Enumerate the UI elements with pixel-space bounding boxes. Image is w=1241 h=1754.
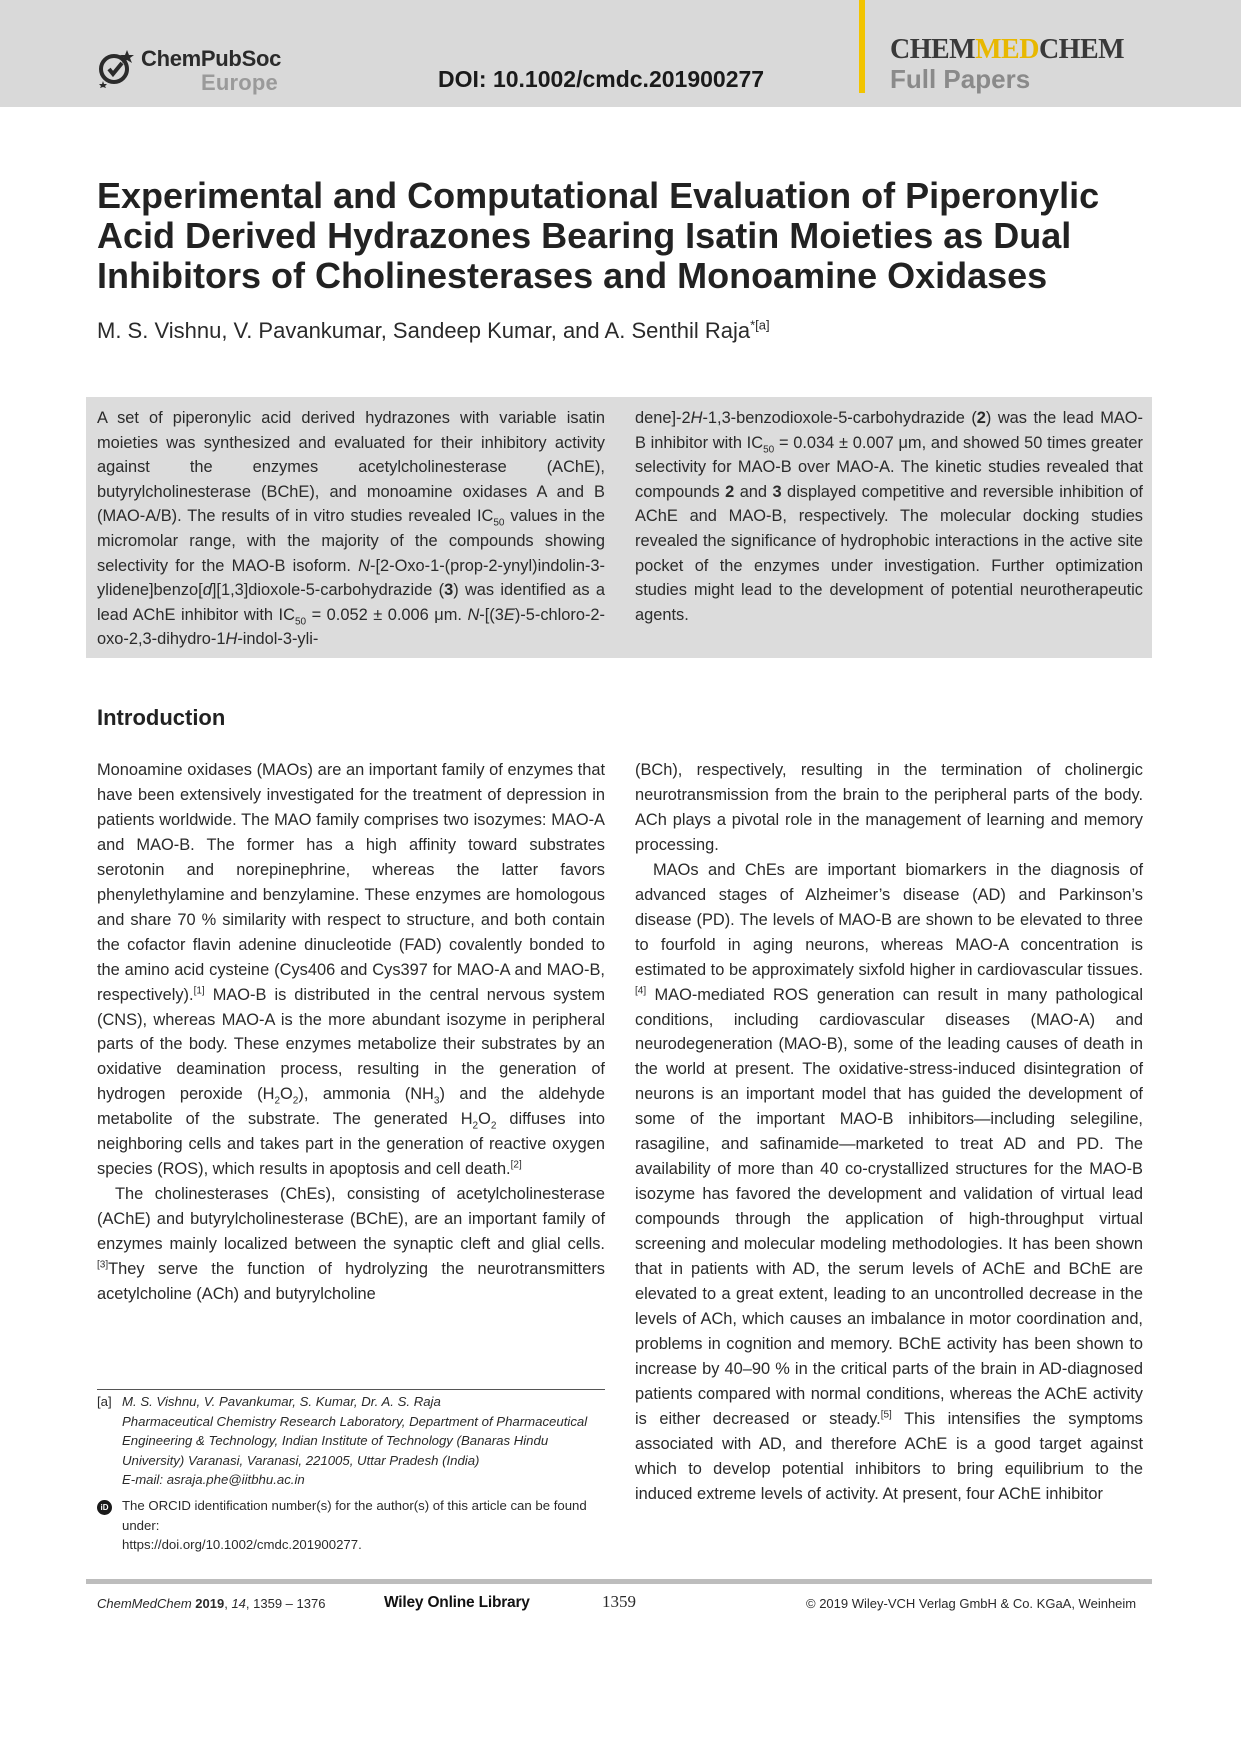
orcid-text: The ORCID identification number(s) for the author(s) of this article can be found under: [122,1498,587,1533]
body-paragraph: (BCh), respectively, resulting in the termination of cholinergic neurotransmission from the brain to the peripheral parts of the body. ACh plays a pivotal role in the management of learning and memory processing. [635,761,1143,854]
page-header [0,0,1241,107]
section-heading-introduction: Introduction [97,705,226,730]
journal-name: CHEMMEDCHEM [890,34,1125,65]
corresponding-mark: *[a] [750,317,770,333]
article-type: Full Papers [890,64,1031,94]
page-number: 1359 [602,1592,636,1611]
article-title: Experimental and Computational Evaluation of Piperonylic Acid Derived Hydrazones Bearing Isatin Moieties as Dual Inhibitors of Cholinesterases and Monoamine Oxidases [97,175,1100,296]
journal-accent-bar [859,0,865,93]
chempubsoc-logo-icon [97,48,137,88]
footnote-label: [a] [97,1394,112,1409]
wiley-online-library-link[interactable]: Wiley Online Library [384,1594,530,1611]
author-list: M. S. Vishnu, V. Pavankumar, Sandeep Kumar, and A. Senthil Raja$^{*[a]}$ [97,317,770,343]
body-column-right [635,758,1143,1558]
footnote-divider [97,1389,605,1390]
publisher-name: ChemPubSoc [141,46,282,71]
publisher-logo [97,46,297,96]
article-doi: DOI: 10.1002/cmdc.201900277 [438,66,765,92]
copyright-line: © 2019 Wiley-VCH Verlag GmbH & Co. KGaA, Weinheim [806,1596,1137,1611]
abstract-text-right: dene]-2H-1,3-benzodioxole-5-carbohydrazide (2) was the lead MAO-B inhibitor with $IC_{50} = 0.034 \pm 0.007$ μm, and showed 50 times greater selectivity for MAO-B over MAO-A. The kinetic studies revealed that compounds 2 and 3 displayed competitive and reversible inhibition of AChE and MAO-B, respectively. The molecular docking studies revealed the significance of hydrophobic interactions in the active site pocket of the enzymes under investigation. Further optimization studies might lead to the development of potential neurotherapeutic agents. [635,409,1143,624]
citation-line: ChemMedChem 2019, 14, 1359 – 1376 [97,1596,326,1611]
abstract-text-left: A set of piperonylic acid derived hydrazones with variable isatin moieties was synthesized and evaluated for their inhibitory activity against the enzymes acetylcholinesterase (AChE), butyrylcholinesterase (BChE), and monoamine oxidases A and B (MAO-A/B). The results of in vitro studies revealed $IC_{50}$ values in the micromolar range, with the majority of the compounds showing selectivity for the MAO-B isoform. N-[2-Oxo-1-(prop-2-ynyl)indolin-3-ylidene]benzo[d][1,3]dioxole-5-carbohydrazide (3) was identified as a lead AChE inhibitor with $IC_{50} = 0.052 \pm 0.006$ μm. N-[(3E)-5-chloro-2-oxo-2,3-dihydro-1H-indol-3-yli- [97,409,605,649]
footnote-email[interactable]: E-mail: asraja.phe@iitbhu.ac.in [122,1472,305,1488]
body-paragraph: The cholinesterases (ChEs), consisting of acetylcholinesterase (AChE) and butyrylcholinesterase (BChE), are an important family of enzymes mainly localized between the synaptic cleft and glial cells.[3]They serve the function of hydrolyzing the neurotransmitters acetylcholine (ACh) and butyrylcholine [97,1185,605,1304]
body-column-left [97,758,605,1307]
footnote-affiliation: Pharmaceutical Chemistry Research Laboratory, Department of Pharmaceutical Engineering & Technology, Indian Institute of Technology (Banaras Hindu University) Varanasi, Varanasi, 221005, Uttar Pradesh (India) [122,1413,588,1468]
footer-divider [86,1579,1152,1584]
publisher-region: Europe [201,70,278,95]
body-paragraph: MAOs and ChEs are important biomarkers in the diagnosis of advanced stages of Alzheimer’s disease (AD) and Parkinson’s disease (PD). The levels of MAO-B are shown to be elevated to three to fourfold in aging neurons, whereas MAO-A concentration is estimated to be approximately sixfold higher in cardiovascular tissues.[4] MAO-mediated ROS generation can result in many pathological conditions, including cardiovascular diseases (MAO-A) and neurodegeneration (MAO-B), some of the leading causes of death in the world at present. The oxidative-stress-induced disintegration of neurons is an important model that has guided the development of some of the important MAO-B inhibitors—including selegiline, rasagiline, and safinamide—marketed to treat AD and PD. The availability of more than 40 co-crystallized structures for the MAO-B isozyme has favored the development and validation of virtual lead compounds through the application of high-throughput virtual screening and molecular modeling methodologies. It has been shown that in patients with AD, the serum levels of AChE and BChE are elevated to a great extent, leading to an uncontrolled decrease in the levels of ACh, which causes an imbalance in motor coordination and, problems in cognition and memory. BChE activity has been shown to increase by 40–90 % in the critical parts of the brain in AD-diagnosed patients compared with normal conditions, whereas the AChE activity is either decreased or steady.[5] This intensifies the symptoms associated with AD, and therefore AChE is a good target against which to develop potential inhibitors to bring equilibrium to the induced extreme levels of activity. At present, four AChE inhibitor [635,860,1143,1503]
orcid-icon: iD [97,1500,112,1515]
body-paragraph: Monoamine oxidases (MAOs) are an important family of enzymes that have been extensively investigated for the treatment of depression in patients worldwide. The MAO family comprises two isozymes: MAO-A and MAO-B. The former has a high affinity toward substrates serotonin and norepinephrine, whereas the latter favors phenylethylamine and benzylamine. These enzymes are homologous and share 70 % similarity with respect to structure, and both contain the cofactor flavin adenine dinucleotide (FAD) covalently bonded to the amino acid cysteine (Cys406 and Cys397 for MAO-A and MAO-B, respectively).[1] MAO-B is distributed in the central nervous system (CNS), whereas MAO-A is the more abundant isozyme in peripheral parts of the body. These enzymes metabolize their substrates by an oxidative deamination process, resulting in the generation of hydrogen peroxide $(H_2O_2)$, ammonia $(NH_3)$ and the aldehyde metabolite of the substrate. The generated $H_2O_2$ diffuses into neighboring cells and takes part in the generation of reactive oxygen species (ROS), which results in apoptosis and cell death.[2] [97,761,605,1179]
orcid-link[interactable]: https://doi.org/10.1002/cmdc.201900277. [122,1537,362,1553]
footnote-authors: M. S. Vishnu, V. Pavankumar, S. Kumar, Dr. A. S. Raja [122,1394,441,1409]
